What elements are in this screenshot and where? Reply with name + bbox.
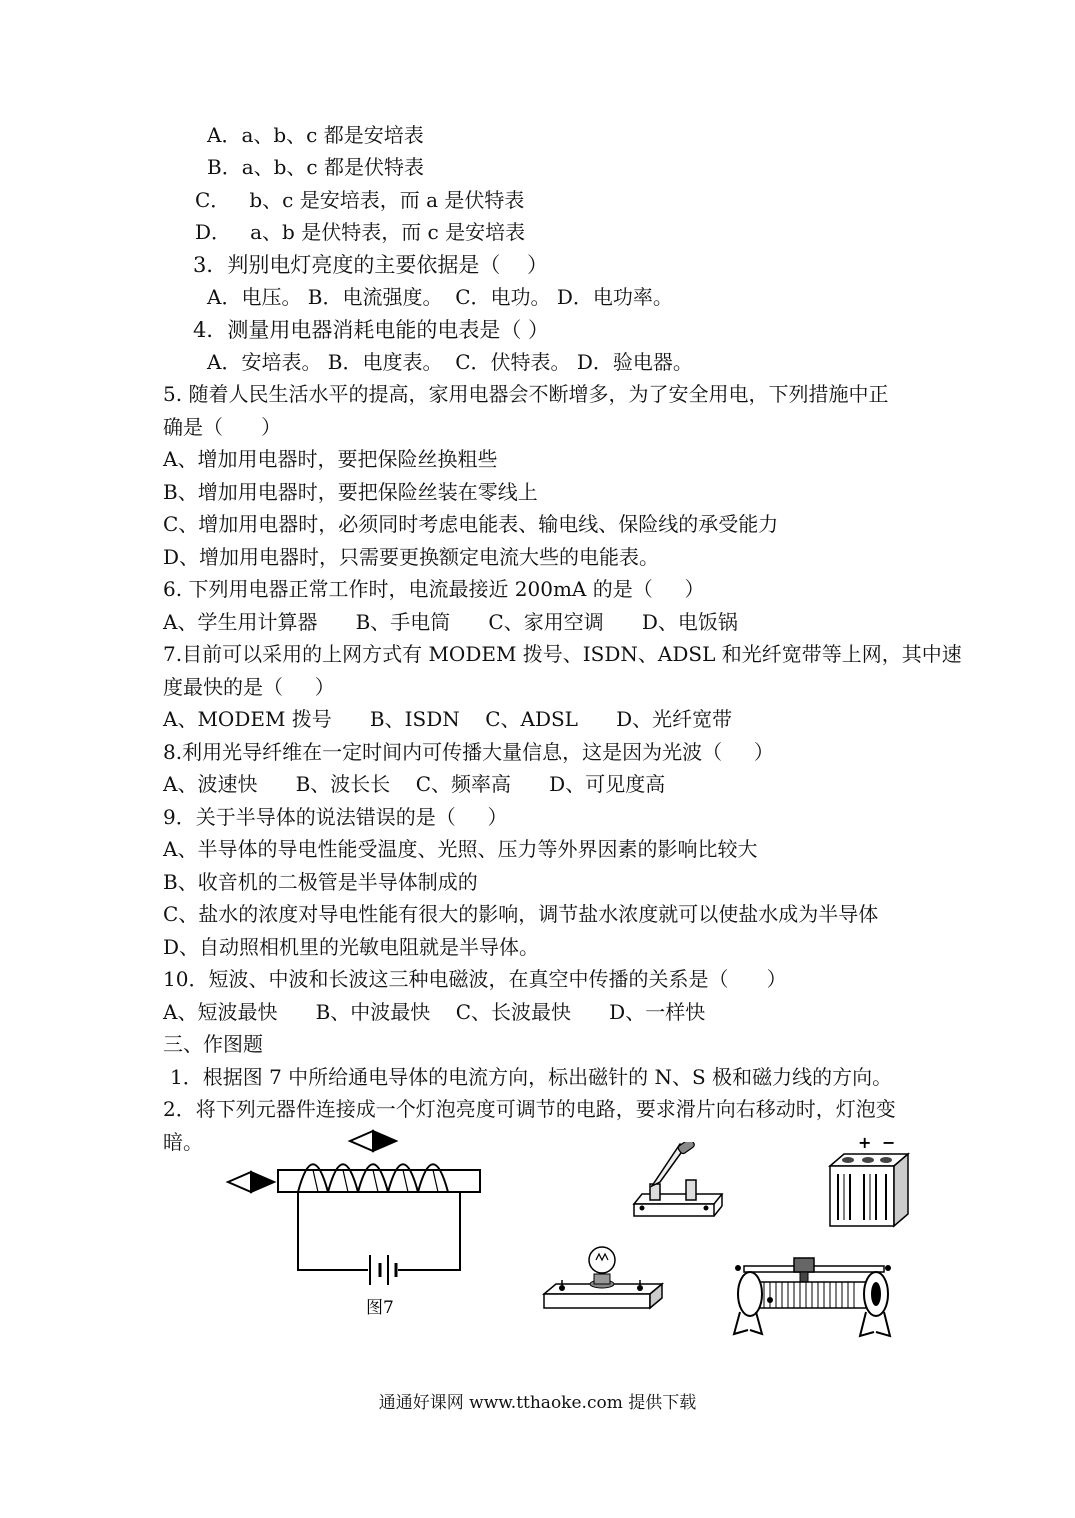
knife-switch <box>628 1142 728 1224</box>
battery-symbol <box>370 1255 396 1285</box>
q5-option-c: C、增加用电器时，必须同时考虑电能表、输电线、保险线的承受能力 <box>163 512 779 536</box>
solenoid-core <box>278 1170 480 1192</box>
drawing-question-1: 1．根据图 7 中所给通电导体的电流方向，标出磁针的 N、S 极和磁力线的方向。 <box>170 1065 893 1089</box>
q9-option-b: B、收音机的二极管是半导体制成的 <box>163 870 478 894</box>
light-bulb-board <box>540 1242 665 1317</box>
compass-needle-left <box>228 1172 274 1192</box>
option-b-voltmeters: B．a、b、c 都是伏特表 <box>207 155 424 179</box>
battery-box <box>824 1136 914 1234</box>
question-6-options: A、学生用计算器 B、手电筒 C、家用空调 D、电饭锅 <box>163 610 738 634</box>
question-10-options: A、短波最快 B、中波最快 C、长波最快 D、一样快 <box>163 1000 706 1024</box>
battery-plus-sign: + <box>858 1136 872 1152</box>
question-7-cont: 度最快的是（ ） <box>163 675 335 699</box>
question-7-options: A、MODEM 拨号 B、ISDN C、ADSL D、光纤宽带 <box>163 707 733 731</box>
question-9: 9．关于半导体的说法错误的是（ ） <box>163 805 508 829</box>
question-8: 8.利用光导纤维在一定时间内可传播大量信息，这是因为光波（ ） <box>163 740 774 764</box>
option-a-ammeters: A．a、b、c 都是安培表 <box>207 123 424 147</box>
option-c: C． b、c 是安培表，而 a 是伏特表 <box>195 188 525 212</box>
sliding-rheostat <box>730 1254 895 1344</box>
question-6: 6. 下列用电器正常工作时，电流最接近 200mA 的是（ ） <box>163 577 705 601</box>
q9-option-c: C、盐水的浓度对导电性能有很大的影响，调节盐水浓度就可以使盐水成为半导体 <box>163 902 879 926</box>
circuit-wire <box>298 1192 368 1270</box>
q5-option-a: A、增加用电器时，要把保险丝换粗些 <box>163 447 498 471</box>
question-4: 4．测量用电器消耗电能的电表是（ ） <box>193 318 550 342</box>
question-5: 5. 随着人民生活水平的提高，家用电器会不断增多，为了安全用电，下列措施中正 <box>163 382 889 406</box>
footer-source: 通通好课网 www.tthaoke.com 提供下载 <box>378 1393 697 1413</box>
q9-option-a: A、半导体的导电性能受温度、光照、压力等外界因素的影响比较大 <box>163 837 758 861</box>
drawing-question-2: 2．将下列元器件连接成一个灯泡亮度可调节的电路，要求滑片向右移动时，灯泡变 <box>163 1097 896 1121</box>
drawing-question-2-cont: 暗。 <box>163 1130 203 1154</box>
q9-option-d: D、自动照相机里的光敏电阻就是半导体。 <box>163 935 540 959</box>
question-4-options: A．安培表。 B．电度表。 C．伏特表。 D．验电器。 <box>207 350 693 374</box>
figure-7-solenoid-circuit <box>220 1125 500 1325</box>
section-3-heading: 三、作图题 <box>163 1032 263 1056</box>
compass-needle-top <box>350 1131 396 1151</box>
battery-minus-sign: − <box>882 1136 896 1152</box>
question-3-options: A．电压。 B．电流强度。 C．电功。 D．电功率。 <box>207 285 673 309</box>
question-5-cont: 确是（ ） <box>163 415 282 439</box>
q5-option-d: D、增加用电器时，只需要更换额定电流大些的电能表。 <box>163 545 660 569</box>
question-8-options: A、波速快 B、波长长 C、频率高 D、可见度高 <box>163 772 666 796</box>
option-d: D． a、b 是伏特表，而 c 是安培表 <box>195 220 526 244</box>
figure-caption: 图7 <box>366 1298 394 1318</box>
q5-option-b: B、增加用电器时，要把保险丝装在零线上 <box>163 480 538 504</box>
question-7: 7.目前可以采用的上网方式有 MODEM 拨号、ISDN、ADSL 和光纤宽带等上网，其中速 <box>163 642 962 666</box>
question-3: 3．判别电灯亮度的主要依据是（ ） <box>193 253 549 277</box>
question-10: 10．短波、中波和长波这三种电磁波，在真空中传播的关系是（ ） <box>163 967 787 991</box>
